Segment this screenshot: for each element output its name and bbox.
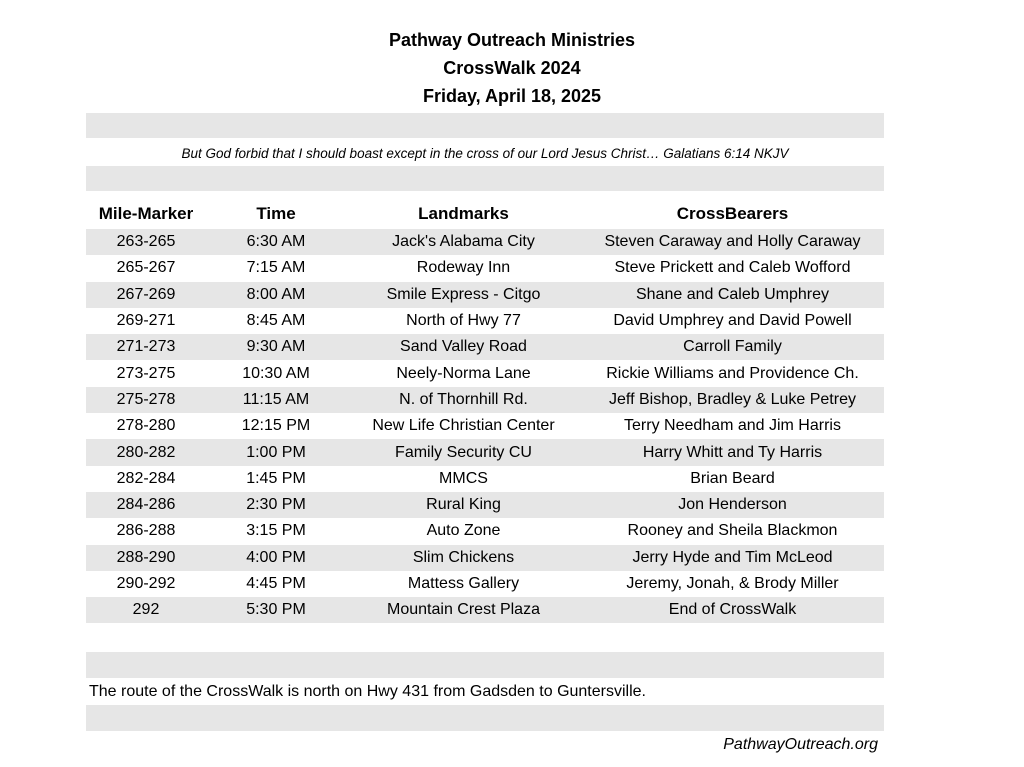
mile-marker-cell: 280-282 bbox=[86, 439, 206, 465]
scripture-quote: But God forbid that I should boast except in the cross of our Lord Jesus Christ… Galatians 6:14 NKJV bbox=[181, 146, 789, 161]
mile-marker-cell: 263-265 bbox=[86, 229, 206, 255]
crossbearers-cell: Brian Beard bbox=[581, 466, 884, 492]
landmark-cell: N. of Thornhill Rd. bbox=[346, 387, 581, 413]
landmark-cell: Rodeway Inn bbox=[346, 255, 581, 281]
landmark-cell: Mountain Crest Plaza bbox=[346, 597, 581, 623]
route-note: The route of the CrossWalk is north on Hwy 431 from Gadsden to Guntersville. bbox=[89, 683, 646, 700]
crossbearers-cell: Jeremy, Jonah, & Brody Miller bbox=[581, 571, 884, 597]
time-cell: 8:45 AM bbox=[206, 308, 346, 334]
crossbearers-cell: Rooney and Sheila Blackmon bbox=[581, 518, 884, 544]
crossbearers-cell: End of CrossWalk bbox=[581, 597, 884, 623]
crossbearers-cell: Jerry Hyde and Tim McLeod bbox=[581, 545, 884, 571]
mile-marker-cell: 275-278 bbox=[86, 387, 206, 413]
landmark-cell: Rural King bbox=[346, 492, 581, 518]
mile-marker-cell: 267-269 bbox=[86, 282, 206, 308]
landmark-cell: Sand Valley Road bbox=[346, 334, 581, 360]
landmark-cell: MMCS bbox=[346, 466, 581, 492]
shaded-band bbox=[86, 113, 884, 138]
table-row bbox=[86, 466, 884, 492]
time-cell: 1:45 PM bbox=[206, 466, 346, 492]
shaded-band bbox=[86, 166, 884, 191]
crossbearers-cell: Harry Whitt and Ty Harris bbox=[581, 439, 884, 465]
mile-marker-cell: 288-290 bbox=[86, 545, 206, 571]
landmark-cell: Smile Express - Citgo bbox=[346, 282, 581, 308]
mile-marker-cell: 290-292 bbox=[86, 571, 206, 597]
time-cell: 4:45 PM bbox=[206, 571, 346, 597]
time-cell: 3:15 PM bbox=[206, 518, 346, 544]
mile-marker-cell: 273-275 bbox=[86, 360, 206, 386]
table-row bbox=[86, 255, 884, 281]
mile-marker-cell: 286-288 bbox=[86, 518, 206, 544]
mile-marker-cell: 271-273 bbox=[86, 334, 206, 360]
crossbearers-cell: Shane and Caleb Umphrey bbox=[581, 282, 884, 308]
landmark-cell: North of Hwy 77 bbox=[346, 308, 581, 334]
event-date: Friday, April 18, 2025 bbox=[422, 86, 602, 106]
table-row bbox=[86, 282, 884, 308]
crossbearers-cell: Jeff Bishop, Bradley & Luke Petrey bbox=[581, 387, 884, 413]
landmark-cell: Mattess Gallery bbox=[346, 571, 581, 597]
table-row bbox=[86, 439, 884, 465]
document-header bbox=[0, 26, 1024, 110]
schedule-table bbox=[86, 199, 884, 623]
table-row bbox=[86, 492, 884, 518]
mile-marker-cell: 269-271 bbox=[86, 308, 206, 334]
crossbearers-cell: Rickie Williams and Providence Ch. bbox=[581, 360, 884, 386]
column-header-landmarks: Landmarks bbox=[346, 199, 581, 229]
landmark-cell: Jack's Alabama City bbox=[346, 229, 581, 255]
table-row bbox=[86, 518, 884, 544]
mile-marker-cell: 292 bbox=[86, 597, 206, 623]
table-row bbox=[86, 334, 884, 360]
mile-marker-cell: 282-284 bbox=[86, 466, 206, 492]
landmark-cell: Family Security CU bbox=[346, 439, 581, 465]
column-header-crossbearers: CrossBearers bbox=[581, 199, 884, 229]
mile-marker-cell: 278-280 bbox=[86, 413, 206, 439]
crossbearers-cell: Jon Henderson bbox=[581, 492, 884, 518]
time-cell: 6:30 AM bbox=[206, 229, 346, 255]
crossbearers-cell: Steve Prickett and Caleb Wofford bbox=[581, 255, 884, 281]
landmark-cell: Neely-Norma Lane bbox=[346, 360, 581, 386]
table-row bbox=[86, 571, 884, 597]
shaded-band bbox=[86, 652, 884, 678]
table-row bbox=[86, 545, 884, 571]
crossbearers-cell: Terry Needham and Jim Harris bbox=[581, 413, 884, 439]
landmark-cell: New Life Christian Center bbox=[346, 413, 581, 439]
time-cell: 2:30 PM bbox=[206, 492, 346, 518]
time-cell: 8:00 AM bbox=[206, 282, 346, 308]
website-text: PathwayOutreach.org bbox=[723, 736, 878, 753]
table-header-row bbox=[86, 199, 884, 229]
time-cell: 10:30 AM bbox=[206, 360, 346, 386]
event-name: CrossWalk 2024 bbox=[443, 58, 581, 78]
crossbearers-cell: Carroll Family bbox=[581, 334, 884, 360]
shaded-band bbox=[86, 705, 884, 731]
time-cell: 11:15 AM bbox=[206, 387, 346, 413]
crossbearers-cell: David Umphrey and David Powell bbox=[581, 308, 884, 334]
landmark-cell: Auto Zone bbox=[346, 518, 581, 544]
table-row bbox=[86, 597, 884, 623]
crossbearers-cell: Steven Caraway and Holly Caraway bbox=[581, 229, 884, 255]
time-cell: 7:15 AM bbox=[206, 255, 346, 281]
landmark-cell: Slim Chickens bbox=[346, 545, 581, 571]
time-cell: 1:00 PM bbox=[206, 439, 346, 465]
schedule-rows bbox=[86, 229, 884, 623]
time-cell: 5:30 PM bbox=[206, 597, 346, 623]
table-row bbox=[86, 387, 884, 413]
column-header-time: Time bbox=[206, 199, 346, 229]
mile-marker-cell: 265-267 bbox=[86, 255, 206, 281]
time-cell: 4:00 PM bbox=[206, 545, 346, 571]
table-row bbox=[86, 413, 884, 439]
org-name: Pathway Outreach Ministries bbox=[388, 30, 636, 50]
time-cell: 12:15 PM bbox=[206, 413, 346, 439]
table-row bbox=[86, 308, 884, 334]
mile-marker-cell: 284-286 bbox=[86, 492, 206, 518]
time-cell: 9:30 AM bbox=[206, 334, 346, 360]
column-header-mile-marker: Mile-Marker bbox=[86, 199, 206, 229]
table-row bbox=[86, 360, 884, 386]
table-row bbox=[86, 229, 884, 255]
